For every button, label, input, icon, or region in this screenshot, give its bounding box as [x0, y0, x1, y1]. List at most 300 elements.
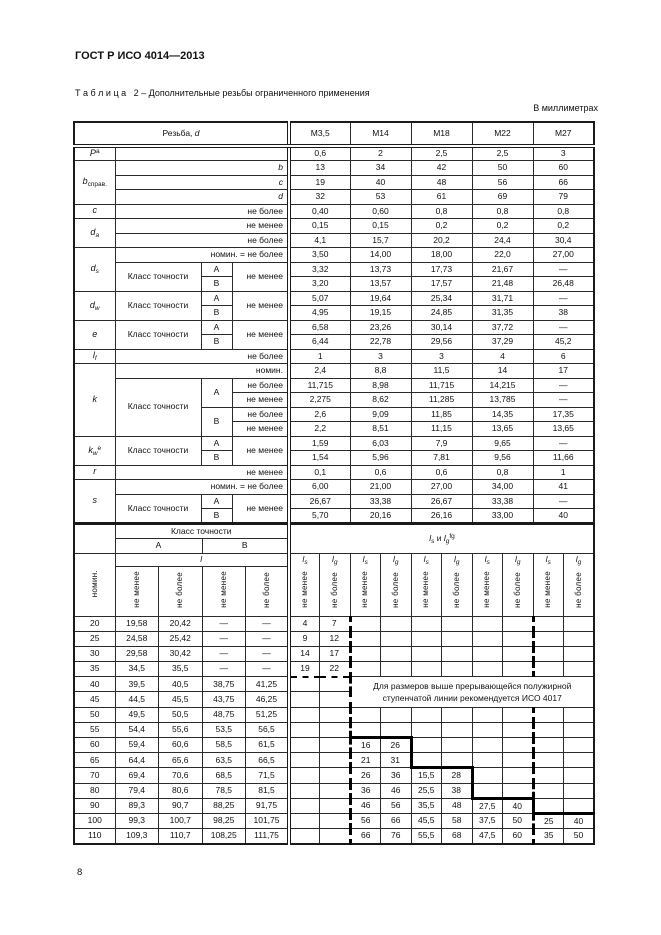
limit-label: не менее — [360, 571, 370, 608]
value-cell: 11,715 — [411, 378, 472, 393]
ls-lg-cell: 12 — [320, 631, 351, 646]
ls-col-header: $l_s$ — [411, 553, 442, 566]
ls-lg-cell — [320, 707, 351, 722]
upper-table — [73, 121, 595, 524]
value-cell: 6 — [533, 349, 594, 364]
limit-col-header — [320, 566, 351, 616]
length-limit-cell: 55,6 — [159, 722, 203, 737]
ls-lg-cell: 36 — [381, 768, 412, 783]
value-cell: 0,8 — [472, 204, 533, 219]
value-cell: 42 — [411, 161, 472, 176]
ls-lg-cell — [320, 677, 351, 692]
condition-cell: b — [115, 161, 289, 176]
ls-lg-cell — [472, 662, 503, 677]
length-limit-cell: 90,7 — [159, 798, 203, 813]
value-cell: 11,15 — [411, 422, 472, 437]
ls-lg-cell — [381, 631, 412, 646]
page-number: 8 — [77, 867, 83, 878]
ls-lg-cell: 37,5 — [472, 813, 503, 828]
condition-cell: не более — [115, 204, 289, 219]
ls-lg-cell — [472, 783, 503, 798]
value-cell: 37,29 — [472, 335, 533, 350]
ls-lg-cell: 38 — [442, 783, 473, 798]
limit-label: не менее — [482, 571, 492, 608]
row-label: $l_f$ — [74, 349, 115, 364]
ls-lg-cell: 15,5 — [411, 768, 442, 783]
value-cell: 0,6 — [411, 465, 472, 480]
ls-lg-cell — [472, 616, 503, 631]
value-cell: 6,00 — [289, 480, 350, 495]
ls-lg-cell — [564, 616, 595, 631]
value-cell: — — [533, 262, 594, 277]
condition-cell: не менее — [232, 262, 289, 291]
table-caption-label: Т а б л и ц а 2 — [75, 88, 139, 98]
limit-col-header — [350, 566, 381, 616]
length-limit-cell: — — [202, 646, 246, 661]
ls-lg-cell: 60 — [503, 829, 534, 844]
ls-lg-cell: 46 — [350, 798, 381, 813]
length-limit-cell: 110,7 — [159, 829, 203, 844]
ls-lg-cell — [320, 768, 351, 783]
l-header: l — [115, 553, 289, 566]
length-limit-cell: 51,25 — [246, 707, 290, 722]
condition-cell: не более — [115, 349, 289, 364]
limit-label: не более — [512, 571, 522, 608]
row-label: $d_a$ — [74, 219, 115, 248]
length-limit-cell: 35,5 — [159, 662, 203, 677]
ls-lg-cell — [411, 707, 442, 722]
value-cell: 40 — [533, 509, 594, 524]
row-label: $k_w^e$ — [74, 436, 115, 465]
value-cell: 32 — [289, 190, 350, 205]
lower-table — [73, 523, 595, 845]
value-cell: 6,03 — [350, 436, 411, 451]
ls-lg-cell — [320, 738, 351, 753]
condition-cell: Класс точности — [115, 262, 201, 291]
ls-lg-cell — [564, 738, 595, 753]
ls-lg-cell — [411, 646, 442, 661]
ls-lg-cell — [442, 616, 473, 631]
length-limit-cell: 109,3 — [115, 829, 159, 844]
ls-lg-cell — [289, 707, 320, 722]
condition-cell: не менее — [232, 291, 289, 320]
nom-header — [74, 553, 115, 616]
condition-cell: Класс точности — [115, 320, 201, 349]
length-limit-cell: 49,5 — [115, 707, 159, 722]
condition-cell: А — [201, 291, 232, 306]
value-cell: 0,40 — [289, 204, 350, 219]
value-cell: 5,96 — [350, 451, 411, 466]
ls-lg-cell — [350, 722, 381, 737]
value-cell: 26,48 — [533, 277, 594, 292]
row-label: $d_s$ — [74, 248, 115, 292]
value-cell: 14,215 — [472, 378, 533, 393]
value-cell: 14,00 — [350, 248, 411, 263]
ls-lg-cell — [320, 798, 351, 813]
length-limit-cell: 100,7 — [159, 813, 203, 828]
ls-lg-cell: 19 — [289, 662, 320, 677]
value-cell: 11,715 — [289, 378, 350, 393]
ls-lg-cell — [472, 646, 503, 661]
limit-label: не менее — [131, 571, 141, 609]
ls-lg-cell — [442, 631, 473, 646]
condition-cell: номин. — [115, 364, 289, 379]
condition-cell: Класс точности — [115, 291, 201, 320]
length-nominal-cell: 100 — [74, 813, 115, 828]
length-limit-cell: — — [202, 662, 246, 677]
value-cell: 31,35 — [472, 306, 533, 321]
value-cell: 4 — [472, 349, 533, 364]
condition-cell: не менее — [115, 465, 289, 480]
ls-lg-cell — [442, 662, 473, 677]
condition-cell: номин. = не более — [115, 480, 289, 495]
limit-col-header — [381, 566, 412, 616]
ls-lg-cell: 66 — [350, 829, 381, 844]
ls-lg-cell: 66 — [381, 813, 412, 828]
length-nominal-cell: 35 — [74, 662, 115, 677]
ls-lg-cell: 40 — [564, 813, 595, 828]
ls-lg-cell: 45,5 — [411, 813, 442, 828]
length-limit-cell: 58,5 — [202, 738, 246, 753]
ls-lg-cell — [442, 722, 473, 737]
ls-lg-cell — [533, 662, 564, 677]
ls-lg-cell — [564, 753, 595, 768]
value-cell: 3,50 — [289, 248, 350, 263]
length-limit-cell: 111,75 — [246, 829, 290, 844]
ls-lg-cell — [289, 783, 320, 798]
ls-col-header: $l_s$ — [289, 553, 320, 566]
table-caption-body: – Дополнительные резьбы ограниченного применения — [141, 88, 370, 98]
note-line: ступенчатой линии рекомендуется ИСО 4017 — [382, 692, 562, 703]
value-cell: 0,60 — [350, 204, 411, 219]
value-cell: 21,00 — [350, 480, 411, 495]
ls-lg-cell — [289, 677, 320, 692]
ls-col-header: $l_s$ — [533, 553, 564, 566]
row-label: c — [74, 204, 115, 219]
limit-label: не менее — [300, 571, 309, 608]
length-limit-cell: 59,4 — [115, 738, 159, 753]
value-cell: 2,5 — [472, 146, 533, 161]
length-limit-cell: 88,25 — [202, 798, 246, 813]
value-cell: 2,6 — [289, 407, 350, 422]
limit-col-header — [246, 566, 290, 616]
ls-lg-cell: 4 — [289, 616, 320, 631]
value-cell: — — [533, 494, 594, 509]
condition-cell: В — [201, 407, 232, 436]
value-cell: 7,81 — [411, 451, 472, 466]
length-limit-cell: 48,75 — [202, 707, 246, 722]
ls-lg-cell: 56 — [381, 798, 412, 813]
ls-lg-cell — [503, 662, 534, 677]
condition-cell: В — [201, 451, 232, 466]
length-limit-cell: 79,4 — [115, 783, 159, 798]
value-cell: — — [533, 436, 594, 451]
value-cell: 48 — [411, 175, 472, 190]
ls-lg-cell — [472, 707, 503, 722]
note-cell — [350, 677, 594, 707]
ls-col-header: $l_s$ — [350, 553, 381, 566]
value-cell: 0,2 — [472, 219, 533, 234]
condition-cell: номин. = не более — [115, 248, 289, 263]
limit-label: не более — [451, 571, 461, 608]
condition-cell: Класс точности — [115, 436, 201, 465]
ls-lg-cell — [289, 692, 320, 707]
ls-lg-cell — [350, 646, 381, 661]
value-cell: 33,38 — [350, 494, 411, 509]
length-limit-cell: 56,5 — [246, 722, 290, 737]
value-cell: 13 — [289, 161, 350, 176]
value-cell: 24,85 — [411, 306, 472, 321]
ls-lg-cell: 76 — [381, 829, 412, 844]
length-nominal-cell: 70 — [74, 768, 115, 783]
value-cell: 40 — [350, 175, 411, 190]
value-cell: 1 — [533, 465, 594, 480]
ls-lg-cell — [350, 616, 381, 631]
length-limit-cell: — — [246, 646, 290, 661]
ls-lg-cell: 48 — [442, 798, 473, 813]
ls-lg-cell — [350, 631, 381, 646]
value-cell: 3,20 — [289, 277, 350, 292]
condition-cell: не более — [232, 378, 289, 393]
value-cell: 0,2 — [411, 219, 472, 234]
length-nominal-cell: 45 — [74, 692, 115, 707]
ls-lg-cell: 26 — [350, 768, 381, 783]
limit-label: не менее — [543, 571, 553, 608]
condition-cell: c — [115, 175, 289, 190]
ls-lg-cell — [503, 646, 534, 661]
ls-lg-cell — [564, 722, 595, 737]
note-line: Для размеров выше прерывающейся полужирной — [373, 680, 572, 691]
ls-lg-cell — [503, 631, 534, 646]
ls-lg-cell — [564, 646, 595, 661]
value-cell: 21,67 — [472, 262, 533, 277]
value-cell: 17 — [533, 364, 594, 379]
ls-lg-cell: 55,5 — [411, 829, 442, 844]
value-cell: 3 — [533, 146, 594, 161]
ls-lg-cell: 14 — [289, 646, 320, 661]
length-limit-cell: — — [202, 631, 246, 646]
length-nominal-cell: 25 — [74, 631, 115, 646]
ls-lg-cell — [289, 829, 320, 844]
grade-b-header: В — [202, 538, 289, 553]
length-nominal-cell: 40 — [74, 677, 115, 692]
length-limit-cell: 19,58 — [115, 616, 159, 631]
condition-cell: не менее — [232, 393, 289, 408]
ls-lg-cell: 21 — [350, 753, 381, 768]
ls-lg-cell — [472, 738, 503, 753]
value-cell: 50 — [472, 161, 533, 176]
condition-cell: А — [201, 494, 232, 509]
lg-col-header: $l_g$ — [381, 553, 412, 566]
ls-lg-cell: 7 — [320, 616, 351, 631]
ls-lg-cell — [533, 798, 564, 813]
length-limit-cell: 63,5 — [202, 753, 246, 768]
ls-lg-cell — [503, 616, 534, 631]
value-cell: 53 — [350, 190, 411, 205]
value-cell: 21,48 — [472, 277, 533, 292]
length-limit-cell: 39,5 — [115, 677, 159, 692]
value-cell: 8,8 — [350, 364, 411, 379]
length-limit-cell: 46,25 — [246, 692, 290, 707]
ls-lg-cell — [411, 662, 442, 677]
length-limit-cell: 68,5 — [202, 768, 246, 783]
value-cell: 13,65 — [533, 422, 594, 437]
value-cell: 11,285 — [411, 393, 472, 408]
length-nominal-cell: 20 — [74, 616, 115, 631]
limit-col-header — [202, 566, 246, 616]
limit-col-header — [564, 566, 595, 616]
length-limit-cell: 24,58 — [115, 631, 159, 646]
length-limit-cell: 45,5 — [159, 692, 203, 707]
value-cell: 6,44 — [289, 335, 350, 350]
length-nominal-cell: 90 — [74, 798, 115, 813]
value-cell: 27,00 — [411, 480, 472, 495]
value-cell: 9,56 — [472, 451, 533, 466]
ls-lg-cell — [533, 738, 564, 753]
length-limit-cell: 34,5 — [115, 662, 159, 677]
length-nominal-cell: 50 — [74, 707, 115, 722]
value-cell: 56 — [472, 175, 533, 190]
value-cell: 8,51 — [350, 422, 411, 437]
value-cell: 4,95 — [289, 306, 350, 321]
length-limit-cell: 98,25 — [202, 813, 246, 828]
ls-lg-cell: 56 — [350, 813, 381, 828]
condition-cell: А — [201, 262, 232, 277]
length-limit-cell: 25,42 — [159, 631, 203, 646]
length-nominal-cell: 65 — [74, 753, 115, 768]
size-header: М3,5 — [289, 122, 350, 146]
limit-label: не менее — [218, 571, 228, 609]
ls-lg-cell: 26 — [381, 738, 412, 753]
value-cell: 19,64 — [350, 291, 411, 306]
ls-lg-cell: 9 — [289, 631, 320, 646]
ls-lg-cell — [503, 707, 534, 722]
length-limit-cell: 69,4 — [115, 768, 159, 783]
ls-lg-cell — [503, 753, 534, 768]
condition-cell: А — [201, 436, 232, 451]
ls-lg-cell — [472, 631, 503, 646]
length-limit-cell: 60,6 — [159, 738, 203, 753]
value-cell: 2,2 — [289, 422, 350, 437]
ls-col-header: $l_s$ — [472, 553, 503, 566]
value-cell: 1,54 — [289, 451, 350, 466]
ls-lg-cell — [533, 722, 564, 737]
condition-cell: В — [201, 509, 232, 524]
ls-lg-cell — [533, 783, 564, 798]
ls-lg-cell — [320, 829, 351, 844]
ls-lg-cell — [533, 768, 564, 783]
row-label: r — [74, 465, 115, 480]
value-cell: 37,72 — [472, 320, 533, 335]
value-cell: 7,9 — [411, 436, 472, 451]
value-cell: 25,34 — [411, 291, 472, 306]
ls-lg-cell — [503, 768, 534, 783]
ls-lg-cell: 27,5 — [472, 798, 503, 813]
length-limit-cell: 44,5 — [115, 692, 159, 707]
ls-lg-cell: 16 — [350, 738, 381, 753]
value-cell: 0,1 — [289, 465, 350, 480]
row-label: s — [74, 480, 115, 524]
condition-cell: не более — [232, 407, 289, 422]
length-limit-cell: 40,5 — [159, 677, 203, 692]
value-cell: 29,56 — [411, 335, 472, 350]
ls-lg-cell — [350, 707, 381, 722]
ls-lg-cell: 40 — [503, 798, 534, 813]
length-limit-cell: 64,4 — [115, 753, 159, 768]
limit-col-header — [533, 566, 564, 616]
value-cell: 23,26 — [350, 320, 411, 335]
value-cell: 1,59 — [289, 436, 350, 451]
length-limit-cell: 66,5 — [246, 753, 290, 768]
ls-lg-cell — [442, 738, 473, 753]
ls-lg-cell: 31 — [381, 753, 412, 768]
length-limit-cell: 65,6 — [159, 753, 203, 768]
value-cell: 13,73 — [350, 262, 411, 277]
length-limit-cell: — — [246, 631, 290, 646]
lg-col-header: $l_g$ — [503, 553, 534, 566]
ls-lg-cell: 17 — [320, 646, 351, 661]
ls-lg-cell — [350, 662, 381, 677]
ls-lg-cell — [411, 616, 442, 631]
ls-lg-cell — [381, 662, 412, 677]
value-cell: 3,32 — [289, 262, 350, 277]
condition-cell: не менее — [232, 320, 289, 349]
length-limit-cell: 43,75 — [202, 692, 246, 707]
length-limit-cell: 38,75 — [202, 677, 246, 692]
ls-lg-cell: 36 — [350, 783, 381, 798]
ls-lg-cell — [411, 753, 442, 768]
value-cell: 34,00 — [472, 480, 533, 495]
ls-lg-cell — [320, 783, 351, 798]
ls-lg-cell — [381, 707, 412, 722]
condition-cell: В — [201, 335, 232, 350]
length-limit-cell: 41,25 — [246, 677, 290, 692]
value-cell: 30,4 — [533, 233, 594, 248]
condition-cell: А — [201, 320, 232, 335]
limit-col-header — [289, 566, 320, 616]
length-limit-cell: 50,5 — [159, 707, 203, 722]
value-cell: 45,2 — [533, 335, 594, 350]
value-cell: 26,16 — [411, 509, 472, 524]
value-cell: 61 — [411, 190, 472, 205]
value-cell: 66 — [533, 175, 594, 190]
length-limit-cell: 29,58 — [115, 646, 159, 661]
value-cell: 11,85 — [411, 407, 472, 422]
length-limit-cell: 78,5 — [202, 783, 246, 798]
nom-header-label: номин. — [89, 569, 99, 597]
ls-lg-cell: 46 — [381, 783, 412, 798]
value-cell: 19 — [289, 175, 350, 190]
value-cell: 11,66 — [533, 451, 594, 466]
ls-lg-cell — [564, 631, 595, 646]
units-note: В миллиметрах — [533, 103, 598, 113]
condition-cell: d — [115, 190, 289, 205]
value-cell: 18,00 — [411, 248, 472, 263]
length-nominal-cell: 55 — [74, 722, 115, 737]
ls-lg-cell — [320, 813, 351, 828]
value-cell: 20,2 — [411, 233, 472, 248]
value-cell: 17,73 — [411, 262, 472, 277]
value-cell: 0,8 — [533, 204, 594, 219]
ls-lg-cell: 58 — [442, 813, 473, 828]
ls-lg-cell — [381, 722, 412, 737]
length-limit-cell: 54,4 — [115, 722, 159, 737]
length-limit-cell: 61,5 — [246, 738, 290, 753]
ls-lg-cell: 47,5 — [472, 829, 503, 844]
value-cell: 13,65 — [472, 422, 533, 437]
value-cell: 22,78 — [350, 335, 411, 350]
value-cell: 17,35 — [533, 407, 594, 422]
